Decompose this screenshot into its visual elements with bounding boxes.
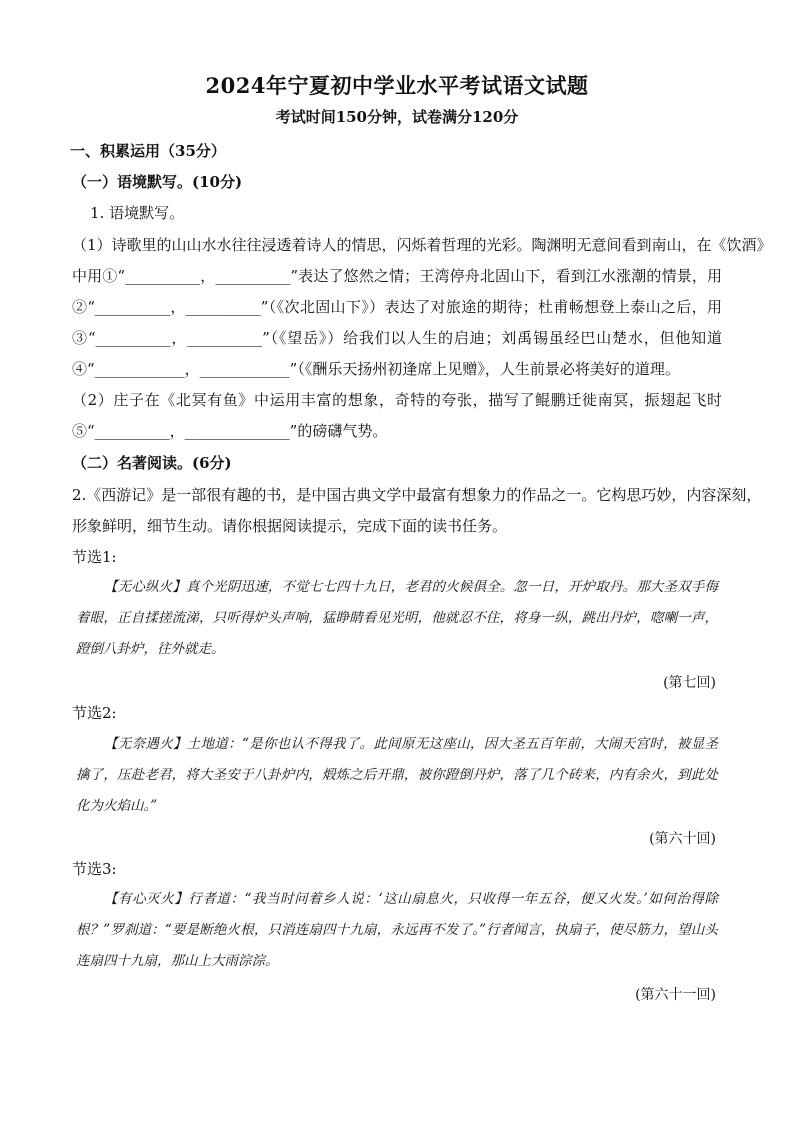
exam-subtitle: 考试时间150分钟，试卷满分120分 bbox=[275, 108, 519, 126]
part2-heading: （二）名著阅读。(6分) bbox=[72, 454, 232, 472]
exam-title: 2024年宁夏初中学业水平考试语文试题 bbox=[205, 73, 589, 98]
q2-line: 形象鲜明，细节生动。请你根据阅读提示，完成下面的读书任务。 bbox=[72, 517, 508, 535]
q1-line: ②“__________，__________”（《次北固山下》）表达了对旅途的期待；杜甫畅想登上泰山之后，用 bbox=[72, 298, 722, 316]
question-1-label: 1. 语境默写。 bbox=[90, 204, 185, 222]
q1-line: 中用①“__________，__________”表达了悠然之情；王湾停舟北固山下，看到江水涨潮的情景，用 bbox=[72, 267, 722, 285]
excerpt-text: 【无心纵火】真个光阴迅速，不觉七七四十九日，老君的火候俱全。忽一日，开炉取丹。那大圣双手侮着眼，正自揉搓流涕，只听得炉头声响，猛睁睛看见光明，他就忍不住，将身一纵，跳出丹炉，唿喇一声，蹬倒八卦炉，往外就走。 bbox=[76, 579, 718, 657]
q2-line: 2.《西游记》是一部很有趣的书，是中国古典文学中最富有想象力的作品之一。它构思巧妙，内容深刻， bbox=[72, 486, 762, 504]
excerpt-label: 节选3: bbox=[72, 860, 117, 878]
q1-line: ④“____________，____________”（《酬乐天扬州初逢席上见赠》，人生前景必将美好的道理。 bbox=[72, 360, 680, 378]
q1-line: （1）诗歌里的山山水水往往浸透着诗人的情思，闪烁着哲理的光彩。陶渊明无意间看到南山，在《饮酒》 bbox=[72, 236, 772, 254]
part1-heading: （一）语境默写。(10分) bbox=[72, 173, 243, 191]
excerpt-text: 【有心灭火】行者道：“我当时问着乡人说：‘这山扇息火，只收得一年五谷，便又火发。’如何治得除根？”罗刹道：“要是断绝火根，只消连扇四十九扇，永远再不发了。”行者闻言，执扇子，使尽筋力，望山头连扇四十九扇，那山上大雨淙淙。 bbox=[76, 891, 718, 969]
excerpt-chapter: (第六十回) bbox=[649, 831, 716, 847]
excerpt-chapter: (第六十一回) bbox=[635, 987, 716, 1003]
excerpt-label: 节选2: bbox=[72, 704, 117, 722]
section-heading: 一、积累运用（35分） bbox=[70, 142, 226, 160]
excerpt-text: 【无奈遇火】土地道：“是你也认不得我了。此间原无这座山，因大圣五百年前，大闹天宫时，被显圣擒了，压赴老君，将大圣安于八卦炉内，煅炼之后开鼎，被你蹬倒丹炉，落了几个砖来，内有余火，到此处化为火焰山。” bbox=[76, 736, 718, 814]
excerpt-chapter: (第七回) bbox=[663, 675, 716, 691]
excerpt-label: 节选1: bbox=[72, 548, 117, 566]
q1-line: （2）庄子在《北冥有鱼》中运用丰富的想象，奇特的夸张，描写了鲲鹏迁徙南冥，振翅起飞时 bbox=[72, 391, 722, 409]
q1-line: ③“__________，__________”（《望岳》）给我们以人生的启迪；刘禹锡虽经巴山楚水，但他知道 bbox=[72, 329, 722, 347]
q1-line: ⑤“__________，______________”的磅礴气势。 bbox=[72, 422, 388, 440]
